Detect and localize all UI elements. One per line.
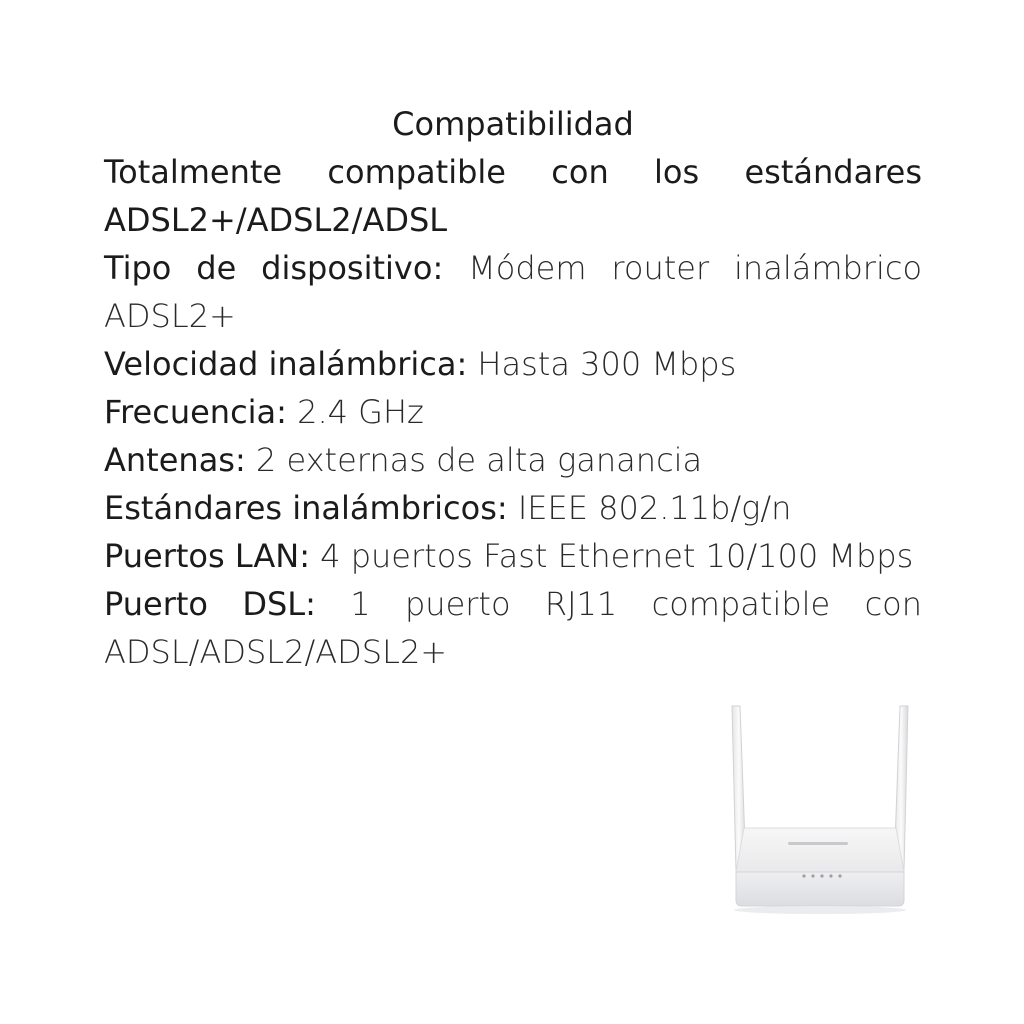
spec-sheet [104, 100, 922, 676]
spec-value: Módem router inalámbrico ADSL2+ [104, 249, 923, 335]
spec-label: Velocidad inalámbrica: [104, 345, 468, 383]
spec-label: Frecuencia: [104, 393, 287, 431]
spec-antennas [104, 436, 922, 484]
spec-value: 4 puertos Fast Ethernet 10/100 Mbps [320, 537, 914, 575]
router-icon [720, 700, 920, 920]
section-title: Compatibilidad [392, 105, 634, 143]
spec-label: Puertos LAN: [104, 537, 310, 575]
spec-value: Hasta 300 Mbps [477, 345, 737, 383]
spec-wireless-standards [104, 484, 922, 532]
router-image [720, 700, 920, 920]
spec-wireless-speed [104, 340, 922, 388]
spec-label: Puerto DSL: [104, 585, 316, 623]
spec-value: 1 puerto RJ11 compatible con ADSL/ADSL2/ADSL2+ [104, 585, 923, 671]
spec-value: 2 externas de alta ganancia [255, 441, 703, 479]
spec-label: Tipo de dispositivo: [104, 249, 444, 287]
spec-dsl-port [104, 580, 922, 676]
spec-frequency [104, 388, 922, 436]
spec-value: 2.4 GHz [297, 393, 424, 431]
spec-label: Antenas: [104, 441, 246, 479]
compatibility-intro: Totalmente compatible con los estándares ADSL2+/ADSL2/ADSL [104, 153, 922, 239]
spec-lan-ports [104, 532, 922, 580]
spec-value: IEEE 802.11b/g/n [517, 489, 792, 527]
spec-label: Estándares inalámbricos: [104, 489, 508, 527]
spec-device-type [104, 244, 922, 340]
